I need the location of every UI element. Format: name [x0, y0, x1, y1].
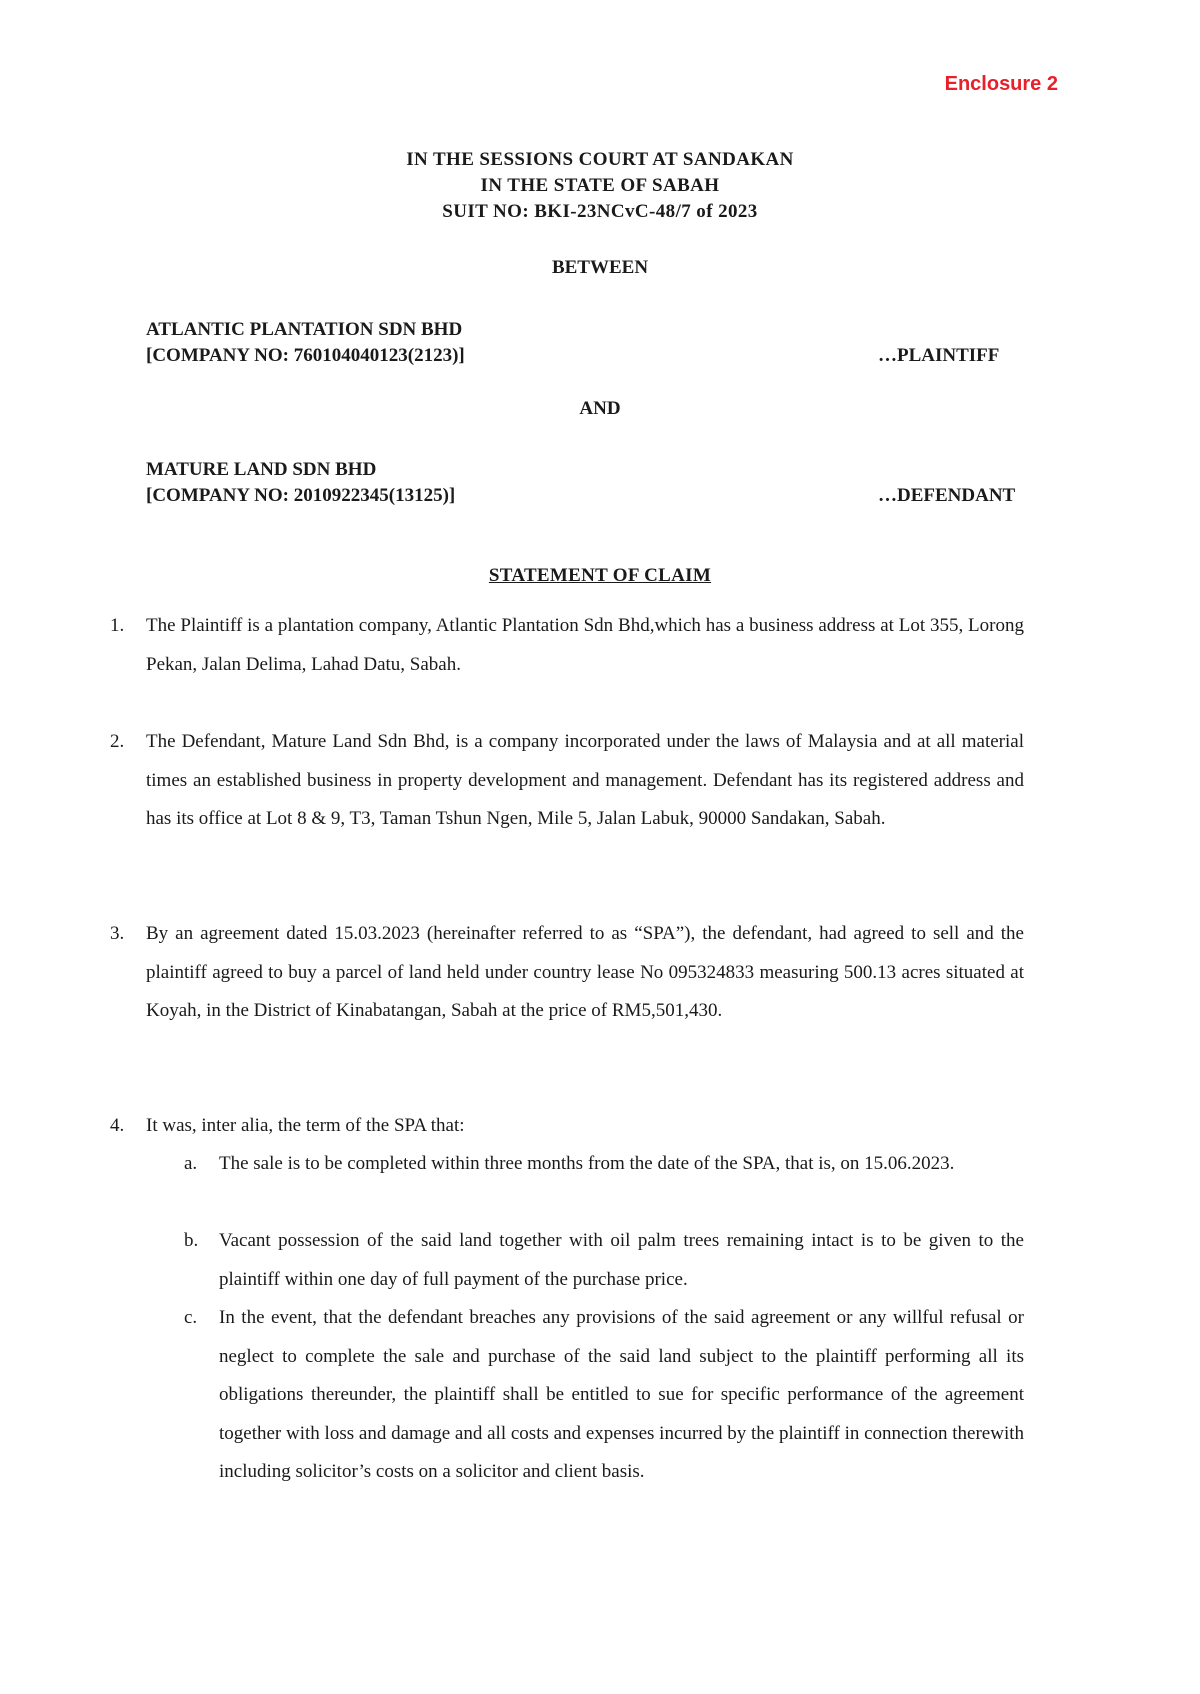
plaintiff-company-no: [COMPANY NO: 760104040123(2123)]	[146, 345, 465, 366]
paragraph-number: 3.	[110, 923, 125, 944]
paragraph-text: It was, inter alia, the term of the SPA that:	[146, 1115, 465, 1136]
paragraph-number: 1.	[110, 615, 125, 636]
subparagraph-text: In the event, that the defendant breaches any provisions of the said agreement or any willful refusal or neglect to complete the sale and purchase of the said land subject to the plaintiff performing all its obligations thereunder, the plaintiff shall be entitled to sue for specific performance of the agreement together with loss and damage and all costs and expenses incurred by the plaintiff in connection therewith including solicitor’s costs on a solicitor and client basis.	[219, 1307, 1024, 1482]
subparagraph-letter: a.	[184, 1153, 198, 1174]
plaintiff-name: ATLANTIC PLANTATION SDN BHD	[146, 319, 463, 340]
paragraph-text: The Plaintiff is a plantation company, Atlantic Plantation Sdn Bhd,which has a business address at Lot 355, Lorong Pekan, Jalan Delima, Lahad Datu, Sabah.	[146, 615, 1024, 675]
defendant-company-no: [COMPANY NO: 2010922345(13125)]	[146, 485, 456, 506]
suit-number: SUIT NO: BKI-23NCvC-48/7 of 2023	[442, 201, 758, 222]
subparagraph-text: Vacant possession of the said land together with oil palm trees remaining intact is to be given to the plaintiff within one day of full payment of the purchase price.	[219, 1230, 1024, 1290]
plaintiff-role: …PLAINTIFF	[878, 345, 1000, 366]
defendant-block	[146, 457, 1046, 509]
paragraph-number: 2.	[110, 731, 125, 752]
court-heading-line1: IN THE SESSIONS COURT AT SANDAKAN	[406, 149, 794, 170]
subparagraph-letter: c.	[184, 1307, 198, 1328]
between-label: BETWEEN	[551, 257, 649, 278]
plaintiff-block	[146, 317, 1046, 369]
paragraph-text: By an agreement dated 15.03.2023 (hereinafter referred to as “SPA”), the defendant, had agreed to sell and the plaintiff agreed to buy a parcel of land held under country lease No 095324833 measuring 500.13 acres situated at Koyah, in the District of Kinabatangan, Sabah at the price of RM5,501,430.	[146, 923, 1024, 1021]
enclosure-label: Enclosure 2	[944, 73, 1058, 95]
paragraph-number: 4.	[110, 1115, 125, 1136]
and-label: AND	[579, 398, 621, 419]
paragraph-text: The Defendant, Mature Land Sdn Bhd, is a company incorporated under the laws of Malaysia and at all material times an established business in property development and management. Defendant has its registered address and has its office at Lot 8 & 9, T3, Taman Tshun Ngen, Mile 5, Jalan Labuk, 90000 Sandakan, Sabah.	[146, 731, 1024, 829]
defendant-role: …DEFENDANT	[878, 485, 1016, 506]
court-heading-line2: IN THE STATE OF SABAH	[480, 175, 720, 196]
subparagraph-letter: b.	[184, 1230, 199, 1251]
document-title: STATEMENT OF CLAIM	[488, 565, 712, 586]
subparagraph-text: The sale is to be completed within three months from the date of the SPA, that is, on 15.06.2023.	[219, 1153, 955, 1174]
defendant-name: MATURE LAND SDN BHD	[146, 459, 377, 480]
